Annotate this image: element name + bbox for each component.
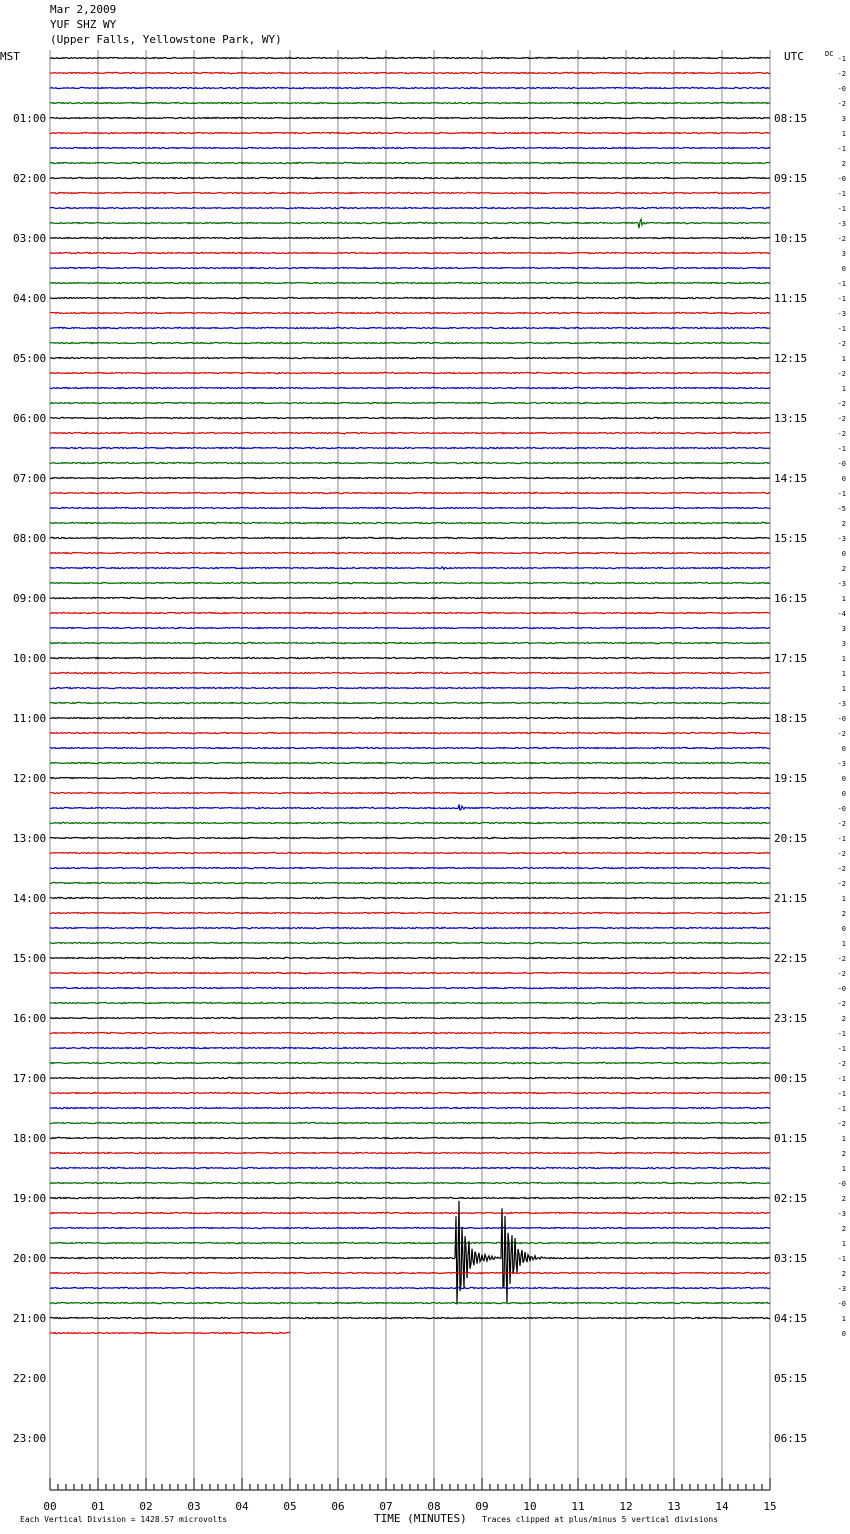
x-tick-label: 13 xyxy=(667,1500,681,1513)
dc-offset-label: 2 xyxy=(841,1225,846,1233)
trace-35 xyxy=(50,582,770,583)
utc-hour-label: 11:15 xyxy=(774,292,808,305)
dc-offset-label: -0 xyxy=(837,805,846,813)
dc-offset-label: 3 xyxy=(841,250,846,258)
trace-10 xyxy=(50,207,770,208)
dc-label: DC xyxy=(825,50,834,58)
dc-offset-label: 1 xyxy=(841,595,846,603)
utc-axis-label: UTC xyxy=(784,50,804,63)
x-tick-label: 08 xyxy=(427,1500,441,1513)
dc-offset-label: 2 xyxy=(841,1270,846,1278)
mst-hour-label: 06:00 xyxy=(13,412,47,425)
trace-85 xyxy=(50,1332,290,1333)
trace-25 xyxy=(50,432,770,433)
mst-hour-label: 16:00 xyxy=(13,1012,47,1025)
trace-47 xyxy=(50,762,770,763)
trace-65 xyxy=(50,1032,770,1033)
trace-58 xyxy=(50,927,770,928)
dc-offset-label: 0 xyxy=(841,790,846,798)
trace-24 xyxy=(50,417,770,418)
trace-61 xyxy=(50,972,770,973)
trace-39 xyxy=(50,642,770,643)
trace-7 xyxy=(50,162,770,163)
dc-offset-label: -2 xyxy=(837,970,846,978)
dc-offset-label: 2 xyxy=(841,520,846,528)
trace-69 xyxy=(50,1092,770,1093)
trace-43 xyxy=(50,702,770,703)
utc-hour-label: 20:15 xyxy=(774,832,808,845)
mst-hour-label: 18:00 xyxy=(13,1132,47,1145)
trace-4 xyxy=(50,117,770,118)
dc-offset-label: -1 xyxy=(837,1255,846,1263)
dc-offset-label: -1 xyxy=(837,190,846,198)
x-tick-label: 04 xyxy=(235,1500,249,1513)
dc-offset-label: -2 xyxy=(837,340,846,348)
x-axis-title: TIME (MINUTES) xyxy=(374,1512,467,1525)
trace-44 xyxy=(50,717,770,718)
dc-offset-label: -1 xyxy=(837,280,846,288)
utc-hour-label: 16:15 xyxy=(774,592,808,605)
trace-67 xyxy=(50,1062,770,1063)
utc-hour-label: 10:15 xyxy=(774,232,808,245)
dc-offset-label: -1 xyxy=(837,1105,846,1113)
utc-hour-label: 00:15 xyxy=(774,1072,808,1085)
dc-offset-label: 0 xyxy=(841,1330,846,1338)
utc-hour-label: 12:15 xyxy=(774,352,808,365)
date-label: Mar 2,2009 xyxy=(50,3,117,16)
dc-offset-label: 1 xyxy=(841,940,846,948)
trace-18 xyxy=(50,327,770,328)
x-tick-label: 03 xyxy=(187,1500,201,1513)
dc-offset-label: -3 xyxy=(837,310,846,318)
trace-37 xyxy=(50,612,770,613)
dc-offset-label: 1 xyxy=(841,895,846,903)
x-tick-label: 12 xyxy=(619,1500,633,1513)
dc-offset-label: -2 xyxy=(837,850,846,858)
dc-offset-label: -3 xyxy=(837,1210,846,1218)
dc-offset-label: 1 xyxy=(841,655,846,663)
utc-hour-label: 01:15 xyxy=(774,1132,808,1145)
dc-offset-label: -2 xyxy=(837,415,846,423)
dc-offset-label: 1 xyxy=(841,130,846,138)
dc-offset-label: -0 xyxy=(837,985,846,993)
trace-48 xyxy=(50,777,770,778)
x-tick-label: 07 xyxy=(379,1500,393,1513)
dc-offset-label: -2 xyxy=(837,1000,846,1008)
trace-23 xyxy=(50,402,770,403)
trace-51 xyxy=(50,822,770,823)
dc-offset-label: 0 xyxy=(841,265,846,273)
trace-56 xyxy=(50,897,770,898)
dc-offset-label: 1 xyxy=(841,1315,846,1323)
dc-offset-label: -1 xyxy=(837,1030,846,1038)
trace-17 xyxy=(50,312,770,313)
trace-27 xyxy=(50,462,770,463)
dc-offset-label: 1 xyxy=(841,1240,846,1248)
dc-offset-label: 1 xyxy=(841,355,846,363)
trace-82 xyxy=(50,1287,770,1288)
trace-70 xyxy=(50,1107,770,1108)
trace-40 xyxy=(50,657,770,658)
trace-36 xyxy=(50,597,770,598)
dc-offset-label: -2 xyxy=(837,730,846,738)
dc-offset-label: -2 xyxy=(837,1060,846,1068)
dc-offset-label: 2 xyxy=(841,910,846,918)
trace-76 xyxy=(50,1197,770,1198)
trace-83 xyxy=(50,1302,770,1303)
mst-hour-label: 03:00 xyxy=(13,232,47,245)
dc-offset-label: -2 xyxy=(837,1120,846,1128)
trace-78 xyxy=(50,1227,770,1228)
dc-offset-label: 0 xyxy=(841,745,846,753)
trace-28 xyxy=(50,477,770,478)
trace-0 xyxy=(50,57,770,58)
utc-hour-label: 02:15 xyxy=(774,1192,808,1205)
dc-offset-label: 1 xyxy=(841,1165,846,1173)
mst-hour-label: 08:00 xyxy=(13,532,47,545)
dc-offset-label: 1 xyxy=(841,670,846,678)
dc-offset-label: -3 xyxy=(837,580,846,588)
trace-1 xyxy=(50,72,770,73)
trace-19 xyxy=(50,342,770,343)
dc-offset-label: -3 xyxy=(837,220,846,228)
trace-54 xyxy=(50,867,770,868)
trace-15 xyxy=(50,282,770,283)
trace-16 xyxy=(50,297,770,298)
dc-offset-label: 1 xyxy=(841,385,846,393)
trace-63 xyxy=(50,1002,770,1003)
dc-offset-label: -1 xyxy=(837,325,846,333)
trace-26 xyxy=(50,447,770,448)
dc-offset-label: -1 xyxy=(837,145,846,153)
dc-offset-label: 2 xyxy=(841,1150,846,1158)
x-tick-label: 01 xyxy=(91,1500,105,1513)
utc-hour-label: 09:15 xyxy=(774,172,808,185)
trace-53 xyxy=(50,852,770,853)
trace-6 xyxy=(50,147,770,148)
x-tick-label: 06 xyxy=(331,1500,345,1513)
dc-offset-label: -1 xyxy=(837,55,846,63)
mst-hour-label: 22:00 xyxy=(13,1372,47,1385)
dc-offset-label: 3 xyxy=(841,625,846,633)
location-label: (Upper Falls, Yellowstone Park, WY) xyxy=(50,33,282,46)
trace-34 xyxy=(50,567,770,570)
dc-offset-label: 1 xyxy=(841,685,846,693)
trace-81 xyxy=(50,1272,770,1273)
mst-hour-label: 19:00 xyxy=(13,1192,47,1205)
dc-offset-label: -1 xyxy=(837,295,846,303)
dc-offset-label: 0 xyxy=(841,925,846,933)
trace-21 xyxy=(50,372,770,373)
x-tick-label: 15 xyxy=(763,1500,777,1513)
dc-offset-label: -0 xyxy=(837,1180,846,1188)
trace-68 xyxy=(50,1077,770,1078)
trace-12 xyxy=(50,237,770,238)
mst-hour-label: 23:00 xyxy=(13,1432,47,1445)
dc-offset-label: 2 xyxy=(841,1015,846,1023)
dc-offset-label: -0 xyxy=(837,1300,846,1308)
dc-offset-label: -3 xyxy=(837,1285,846,1293)
utc-hour-label: 03:15 xyxy=(774,1252,808,1265)
mst-hour-label: 10:00 xyxy=(13,652,47,665)
utc-hour-label: 13:15 xyxy=(774,412,808,425)
trace-49 xyxy=(50,792,770,793)
dc-offset-label: -5 xyxy=(837,505,846,513)
utc-hour-label: 15:15 xyxy=(774,532,808,545)
trace-5 xyxy=(50,132,770,133)
trace-72 xyxy=(50,1137,770,1138)
mst-hour-label: 13:00 xyxy=(13,832,47,845)
x-tick-label: 09 xyxy=(475,1500,489,1513)
mst-hour-label: 04:00 xyxy=(13,292,47,305)
mst-hour-label: 11:00 xyxy=(13,712,47,725)
dc-offset-label: 3 xyxy=(841,115,846,123)
trace-64 xyxy=(50,1017,770,1018)
trace-3 xyxy=(50,102,770,103)
dc-offset-label: 0 xyxy=(841,550,846,558)
clip-note: Traces clipped at plus/minus 5 vertical divisions xyxy=(482,1515,719,1524)
trace-55 xyxy=(50,882,770,883)
x-tick-label: 10 xyxy=(523,1500,537,1513)
mst-hour-label: 14:00 xyxy=(13,892,47,905)
trace-30 xyxy=(50,507,770,508)
x-tick-label: 02 xyxy=(139,1500,153,1513)
trace-42 xyxy=(50,687,770,688)
x-tick-label: 14 xyxy=(715,1500,729,1513)
trace-9 xyxy=(50,192,770,193)
trace-41 xyxy=(50,672,770,673)
trace-32 xyxy=(50,537,770,538)
dc-offset-label: -3 xyxy=(837,700,846,708)
utc-hour-label: 17:15 xyxy=(774,652,808,665)
utc-hour-label: 19:15 xyxy=(774,772,808,785)
x-tick-label: 05 xyxy=(283,1500,297,1513)
vertical-division-note: Each Vertical Division = 1428.57 microvolts xyxy=(20,1515,228,1524)
trace-22 xyxy=(50,387,770,388)
dc-offset-label: -0 xyxy=(837,715,846,723)
mst-hour-label: 21:00 xyxy=(13,1312,47,1325)
dc-offset-label: 3 xyxy=(841,640,846,648)
dc-offset-label: -1 xyxy=(837,445,846,453)
dc-offset-label: -4 xyxy=(837,610,846,618)
trace-79 xyxy=(50,1242,770,1243)
trace-13 xyxy=(50,252,770,253)
trace-52 xyxy=(50,837,770,838)
mst-hour-label: 09:00 xyxy=(13,592,47,605)
dc-offset-label: -0 xyxy=(837,85,846,93)
dc-offset-label: -2 xyxy=(837,430,846,438)
trace-2 xyxy=(50,87,770,88)
utc-hour-label: 04:15 xyxy=(774,1312,808,1325)
dc-offset-label: -0 xyxy=(837,460,846,468)
utc-hour-label: 23:15 xyxy=(774,1012,808,1025)
dc-offset-label: -0 xyxy=(837,175,846,183)
dc-offset-label: -2 xyxy=(837,880,846,888)
mst-hour-label: 12:00 xyxy=(13,772,47,785)
trace-50 xyxy=(50,805,770,811)
trace-73 xyxy=(50,1152,770,1153)
dc-offset-label: -1 xyxy=(837,1090,846,1098)
utc-hour-label: 22:15 xyxy=(774,952,808,965)
dc-offset-label: -2 xyxy=(837,370,846,378)
trace-31 xyxy=(50,522,770,523)
dc-offset-label: -1 xyxy=(837,835,846,843)
trace-8 xyxy=(50,177,770,178)
trace-33 xyxy=(50,552,770,553)
trace-75 xyxy=(50,1182,770,1183)
trace-71 xyxy=(50,1122,770,1123)
utc-hour-label: 05:15 xyxy=(774,1372,808,1385)
dc-offset-label: -2 xyxy=(837,865,846,873)
trace-14 xyxy=(50,267,770,268)
dc-offset-label: -1 xyxy=(837,1075,846,1083)
dc-offset-label: -2 xyxy=(837,955,846,963)
dc-offset-label: -1 xyxy=(837,1045,846,1053)
dc-offset-label: 0 xyxy=(841,775,846,783)
dc-offset-label: -3 xyxy=(837,535,846,543)
dc-offset-label: 2 xyxy=(841,1195,846,1203)
x-tick-label: 00 xyxy=(43,1500,57,1513)
utc-hour-label: 08:15 xyxy=(774,112,808,125)
dc-offset-label: -2 xyxy=(837,100,846,108)
x-tick-label: 11 xyxy=(571,1500,585,1513)
dc-offset-label: -1 xyxy=(837,205,846,213)
station-label: YUF SHZ WY xyxy=(50,18,117,31)
trace-11 xyxy=(50,219,770,228)
mst-hour-label: 15:00 xyxy=(13,952,47,965)
dc-offset-label: -1 xyxy=(837,490,846,498)
dc-offset-label: -2 xyxy=(837,235,846,243)
dc-offset-label: -3 xyxy=(837,760,846,768)
trace-84 xyxy=(50,1317,770,1318)
trace-38 xyxy=(50,627,770,628)
dc-offset-label: 1 xyxy=(841,1135,846,1143)
dc-offset-label: -2 xyxy=(837,400,846,408)
trace-57 xyxy=(50,912,770,913)
trace-45 xyxy=(50,732,770,733)
mst-hour-label: 02:00 xyxy=(13,172,47,185)
mst-hour-label: 01:00 xyxy=(13,112,47,125)
mst-hour-label: 17:00 xyxy=(13,1072,47,1085)
trace-20 xyxy=(50,357,770,358)
mst-hour-label: 07:00 xyxy=(13,472,47,485)
dc-offset-label: -2 xyxy=(837,70,846,78)
dc-offset-label: 2 xyxy=(841,160,846,168)
utc-hour-label: 21:15 xyxy=(774,892,808,905)
utc-hour-label: 18:15 xyxy=(774,712,808,725)
trace-60 xyxy=(50,957,770,958)
mst-hour-label: 05:00 xyxy=(13,352,47,365)
trace-46 xyxy=(50,747,770,748)
utc-hour-label: 06:15 xyxy=(774,1432,808,1445)
dc-offset-label: -2 xyxy=(837,820,846,828)
utc-hour-label: 14:15 xyxy=(774,472,808,485)
trace-29 xyxy=(50,492,770,493)
trace-59 xyxy=(50,942,770,943)
mst-axis-label: MST xyxy=(0,50,20,63)
mst-hour-label: 20:00 xyxy=(13,1252,47,1265)
dc-offset-label: 2 xyxy=(841,565,846,573)
trace-74 xyxy=(50,1167,770,1168)
trace-77 xyxy=(50,1212,770,1213)
trace-80 xyxy=(50,1201,770,1305)
trace-66 xyxy=(50,1047,770,1048)
trace-62 xyxy=(50,987,770,988)
dc-offset-label: 0 xyxy=(841,475,846,483)
